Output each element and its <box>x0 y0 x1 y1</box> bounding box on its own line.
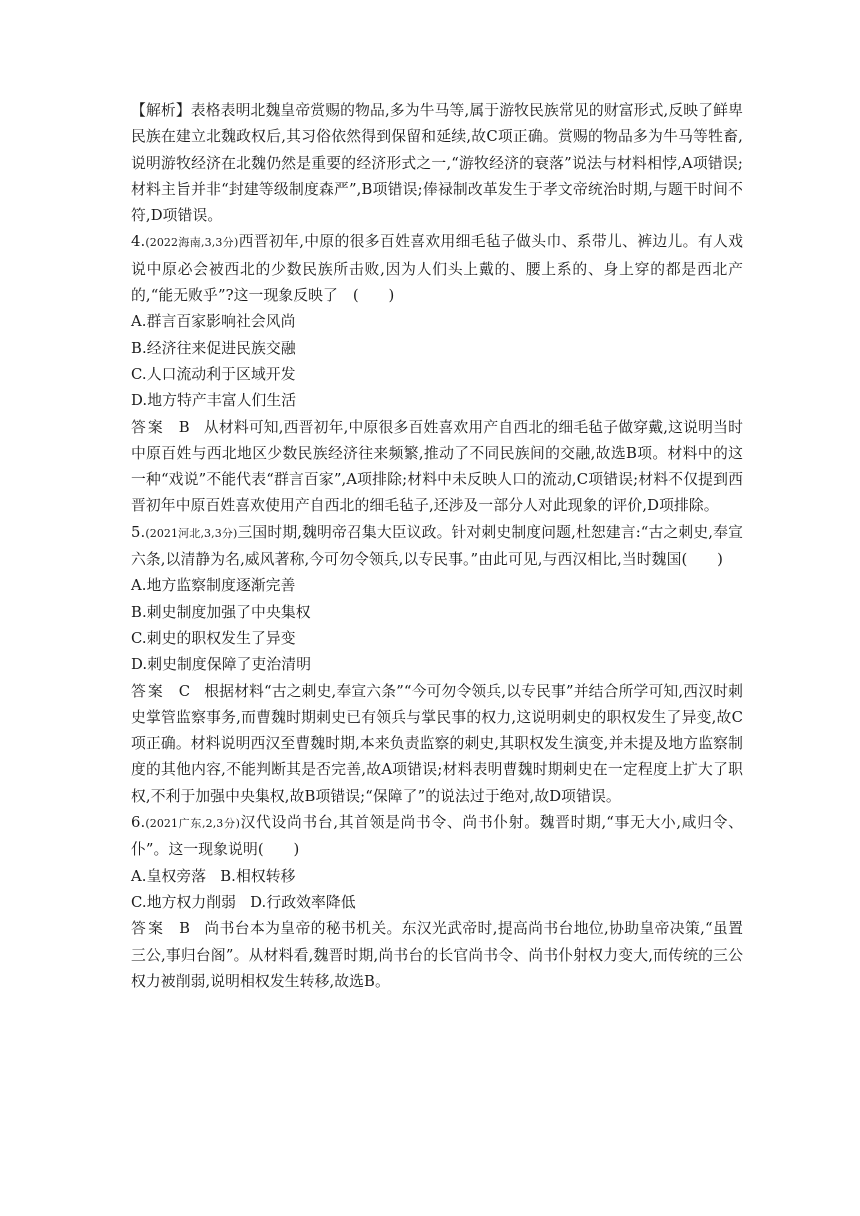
question-4-answer <box>131 415 743 520</box>
answer-explanation: 从材料可知,西晋初年,中原很多百姓喜欢用产自西北的细毛毡子做穿戴,这说明当时中原百姓与西北地区少数民族经济往来频繁,推动了不同民族间的交融,故选B项。材料中的这一种“戏说”不能代表“群言百家”,A项排除;材料中未反映人口的流动,C项错误;材料不仅提到西晋初年中原百姓喜欢使用产自西北的细毛毡子,还涉及一部分人对此现象的评价,D项排除。 <box>131 418 743 515</box>
document-page <box>131 98 743 995</box>
question-4-option-c: C.人口流动利于区域开发 <box>131 365 296 383</box>
question-6-answer <box>131 916 743 995</box>
question-4-option-d: D.地方特产丰富人们生活 <box>131 392 297 410</box>
question-6-options-row-2 <box>131 890 743 916</box>
question-6-source: (2021广东,2,3分) <box>145 817 241 831</box>
question-6-option-d: D.行政效率降低 <box>250 893 356 911</box>
question-5-source: (2021河北,3,3分) <box>145 526 238 540</box>
question-6-stem <box>131 810 743 864</box>
analysis-label: 【解析】 <box>131 102 191 119</box>
question-6-number: 6. <box>131 814 146 832</box>
question-5-option-c: C.刺史的职权发生了异变 <box>131 629 296 647</box>
question-4-source: (2022海南,3,3分) <box>145 236 239 250</box>
question-6-option-c: C.地方权力削弱 <box>131 893 237 911</box>
question-4-number: 4. <box>131 233 146 251</box>
answer-choice: B <box>178 418 190 436</box>
question-6-text: 汉代设尚书台,其首领是尚书令、尚书仆射。魏晋时期,“事无大小,咸归令、仆”。这一现象说明( ) <box>131 814 743 859</box>
question-5-number: 5. <box>131 523 146 541</box>
question-5-answer <box>131 679 743 810</box>
question-5-option-a: A.地方监察制度逐渐完善 <box>131 577 296 595</box>
answer-label: 答案 <box>131 682 165 700</box>
question-5-text: 三国时期,魏明帝召集大臣议政。针对刺史制度问题,杜恕建言:“古之刺史,奉宣六条,以清静为名,威风著称,今可勿令领兵,以专民事。”由此可见,与西汉相比,当时魏国( ) <box>131 523 743 569</box>
answer-explanation: 根据材料“古之刺史,奉宣六条”“今可勿令领兵,以专民事”并结合所学可知,西汉时刺史掌管监察事务,而曹魏时期刺史已有领兵与掌民事的权力,这说明刺史的职权发生了异变,故C项正确。材料说明西汉至曹魏时期,本来负责监察的刺史,其职权发生演变,并未提及地方监察制度的其他内容,不能判断其是否完善,故A项错误;材料表明曹魏时期刺史在一定程度上扩大了职权,不利于加强中央集权,故B项错误;“保障了”的说法过于绝对,故D项错误。 <box>131 682 743 805</box>
question-5-stem <box>131 520 743 574</box>
answer-choice: B <box>179 920 191 938</box>
question-6-option-b: B.相权转移 <box>220 867 296 885</box>
question-4-option-b: B.经济往来促进民族交融 <box>131 339 296 357</box>
analysis-text: 表格表明北魏皇帝赏赐的物品,多为牛马等,属于游牧民族常见的财富形式,反映了鲜卑民族在建立北魏政权后,其习俗依然得到保留和延续,故C项正确。赏赐的物品多为牛马等牲畜,说明游牧经济在北魏仍然是重要的经济形式之一,“游牧经济的衰落”说法与材料相悖,A项错误;材料主旨并非“封建等级制度森严”,B项错误;俸禄制改革发生于孝文帝统治时期,与题干时间不符,D项错误。 <box>131 102 743 225</box>
question-4-text: 西晋初年,中原的很多百姓喜欢用细毛毡子做头巾、系带儿、裤边儿。有人戏说中原必会被西北的少数民族所击败,因为人们头上戴的、腰上系的、身上穿的都是西北产的,“能无败乎”?这一现象反映了 ( ) <box>131 233 743 305</box>
question-5-option-d: D.刺史制度保障了吏治清明 <box>131 656 312 674</box>
question-6-option-a: A.皇权旁落 <box>131 867 207 885</box>
question-6-options-row-1 <box>131 864 743 890</box>
question-4-option-a: A.群言百家影响社会风尚 <box>131 313 296 331</box>
answer-choice: C <box>178 682 191 700</box>
answer-explanation: 尚书台本为皇帝的秘书机关。东汉光武帝时,提高尚书台地位,协助皇帝决策,“虽置三公,事归台阁”。从材料看,魏晋时期,尚书台的长官尚书令、尚书仆射权力变大,而传统的三公权力被削弱,说明相权发生转移,故选B。 <box>131 920 743 990</box>
answer-label: 答案 <box>131 920 166 938</box>
answer-label: 答案 <box>131 418 165 436</box>
analysis-paragraph <box>131 98 743 229</box>
question-4-stem <box>131 229 743 309</box>
question-5-option-b: B.刺史制度加强了中央集权 <box>131 603 311 621</box>
